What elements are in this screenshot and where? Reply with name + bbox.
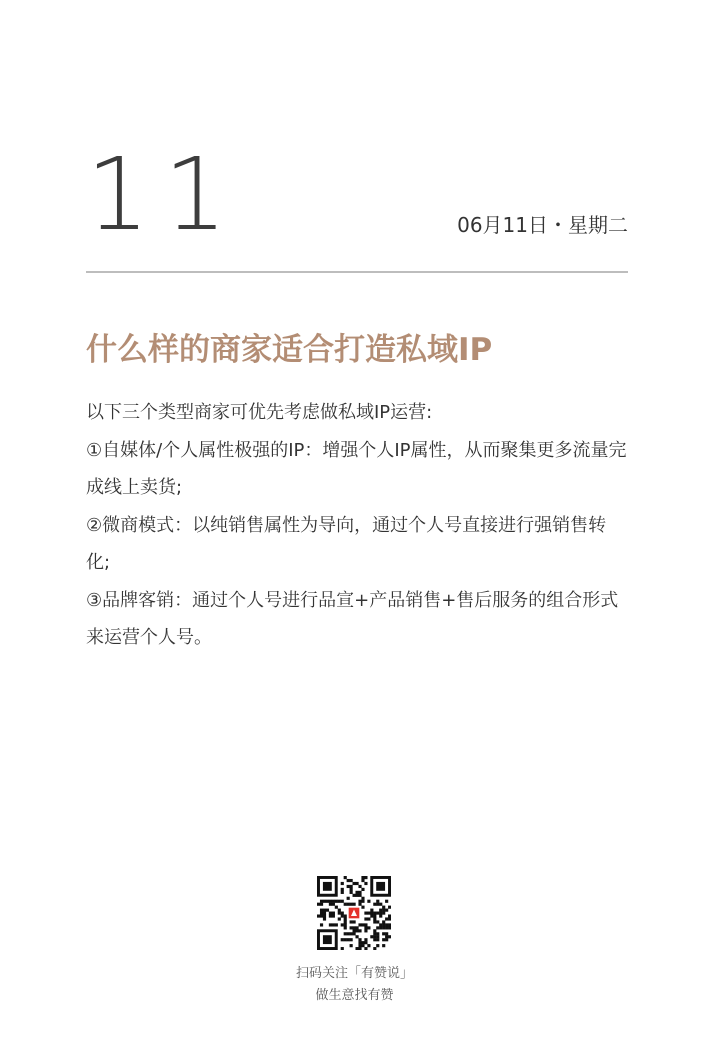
article-title: 什么样的商家适合打造私域IP (86, 332, 493, 368)
point-1-paragraph: ①自媒体/个人属性极强的IP：增强个人IP属性，从而聚集更多流量完成线上卖货; (86, 439, 627, 498)
article-body (86, 394, 630, 657)
date-weekday: 06月11日・星期二 (457, 213, 628, 237)
day-number: 11 (86, 136, 242, 253)
intro-paragraph: 以下三个类型商家可优先考虑做私域IP运营: (86, 402, 433, 423)
qr-caption-slogan: 做生意找有赞 (315, 988, 394, 1003)
point-2-paragraph: ②微商模式：以纯销售属性为导向，通过个人号直接进行强销售转化; (86, 514, 607, 573)
point-3-paragraph: ③品牌客销：通过个人号进行品宣+产品销售+售后服务的组合形式来运营个人号。 (86, 589, 619, 648)
qr-code-icon (317, 876, 391, 950)
header-divider (86, 271, 628, 273)
qr-caption-follow: 扫码关注「有赞说」 (295, 966, 413, 981)
